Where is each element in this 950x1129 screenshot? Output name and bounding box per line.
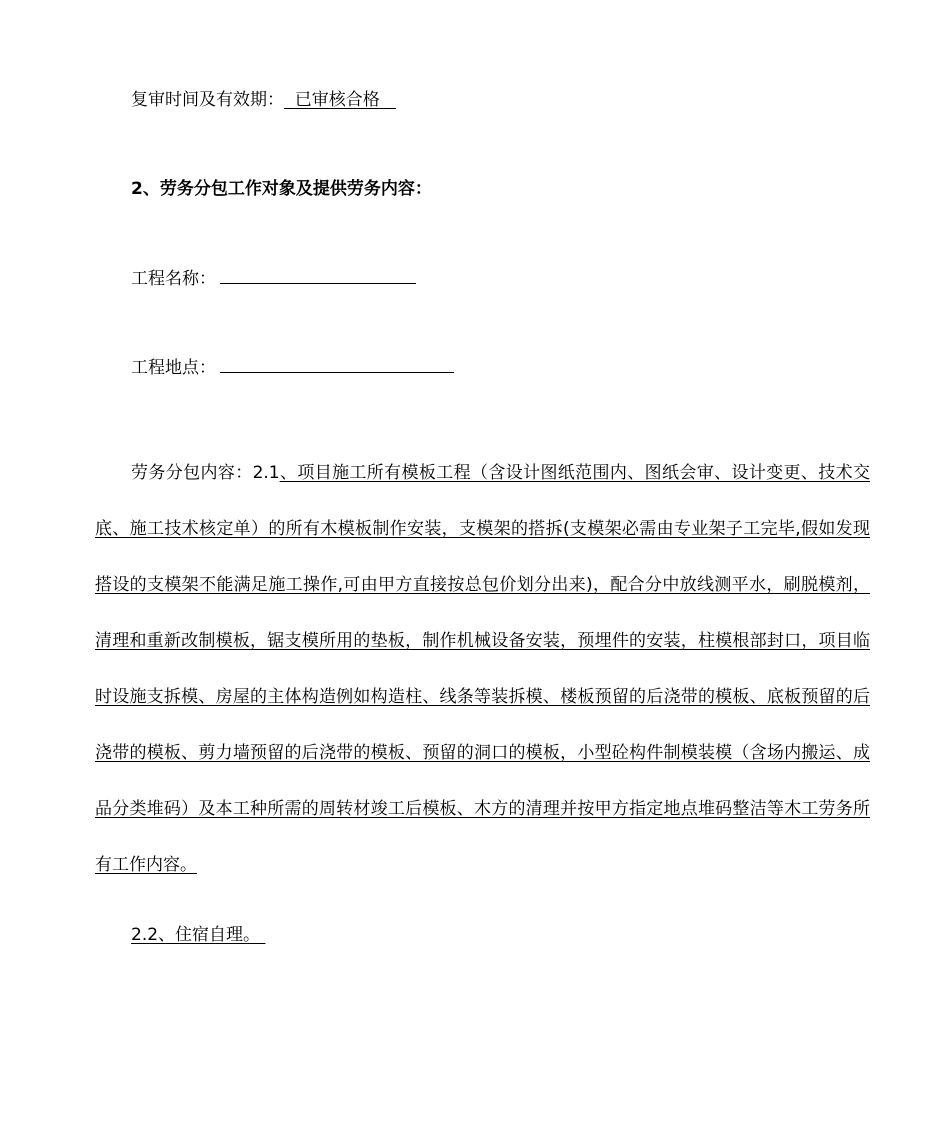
item-2-2-text: 2.2、住宿自理。 [131, 925, 261, 945]
review-period-row [131, 89, 396, 111]
project-name-label: 工程名称： [131, 269, 216, 289]
review-period-label: 复审时间及有效期： [131, 90, 284, 110]
labor-content-paragraph [95, 445, 870, 893]
project-name-blank[interactable] [220, 267, 416, 284]
review-period-value: 已审核合格 [294, 90, 380, 110]
project-location-blank[interactable] [220, 356, 454, 373]
project-name-row [131, 267, 416, 290]
section-2-heading: 2、劳务分包工作对象及提供劳务内容： [131, 179, 432, 199]
project-location-label: 工程地点： [131, 358, 216, 378]
labor-content-label: 劳务分包内容： [131, 463, 253, 483]
item-2-2 [131, 924, 265, 946]
labor-content-body: 、项目施工所有模板工程（含设计图纸范围内、图纸会审、设计变更、技术交底、施工技术核定单）的所有木模板制作安装，支模架的搭拆(支模架必需由专业架子工完毕,假如发现搭设的支模架不能满足施工操作,可由甲方直接按总包价划分出来)，配合分中放线测平水，刷脱模剂，清理和重新改制模板，锯支模所用的垫板，制作机械设备安装，预埋件的安装，柱模根部封口，项目临时设施支拆模、房屋的主体构造例如构造柱、线条等装拆模、楼板预留的后浇带的模板、底板预留的后浇带的模板、剪力墙预留的后浇带的模板、预留的洞口的模板，小型砼构件制模装模（含场内搬运、成品分类堆码）及本工种所需的周转材竣工后模板、木方的清理并按甲方指定地点堆码整洁等木工劳务所有工作内容。 [95, 463, 871, 875]
labor-content-prefix: 2.1 [252, 463, 280, 483]
project-location-row [131, 356, 454, 379]
